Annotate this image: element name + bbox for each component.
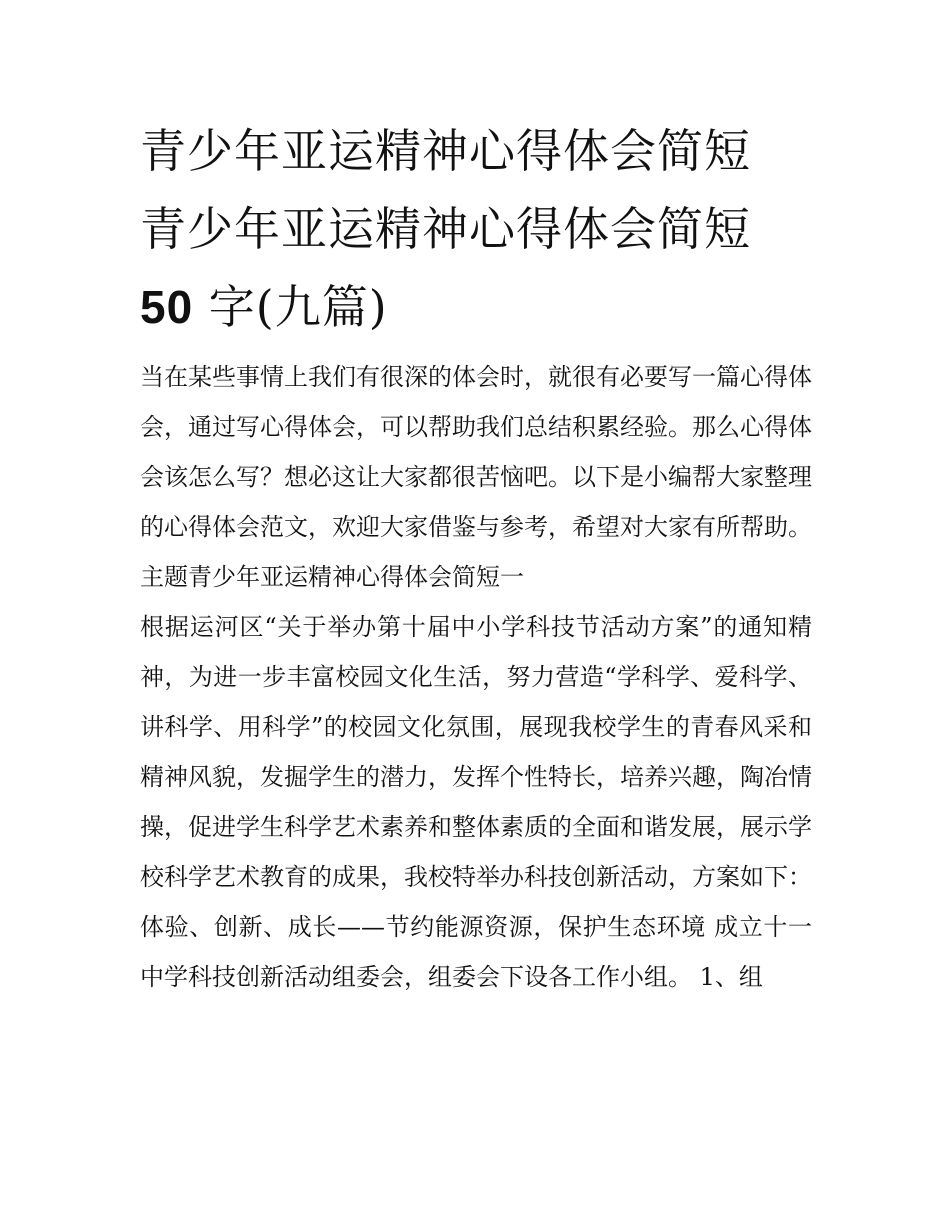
intro-paragraph: 当在某些事情上我们有很深的体会时，就很有必要写一篇心得体会，通过写心得体会，可以帮助我们总结积累经验。那么心得体会该怎么写？想必这让大家都很苦恼吧。以下是小编帮大家整理的心得体会范文，欢迎大家借鉴与参考，希望对大家有所帮助。 <box>140 363 812 541</box>
document-title <box>140 112 812 346</box>
title-number: 50 <box>140 281 194 333</box>
title-line-2: 青少年亚运精神心得体会简短 <box>140 202 751 256</box>
body-paragraph-continued: 体验、创新、成长——节约能源资源，保护生态环境 成立十一中学科技创新活动组委会，组委会下设各工作小组。 1、组 <box>140 913 812 991</box>
title-line-3: 字(九篇) <box>193 280 388 334</box>
document-page <box>140 112 812 1002</box>
title-line-1: 青少年亚运精神心得体会简短 <box>140 124 751 178</box>
body-paragraph: 根据运河区“关于举办第十届中小学科技节活动方案”的通知精神，为进一步丰富校园文化生活，努力营造“学科学、爱科学、讲科学、用科学”的校园文化氛围，展现我校学生的青春风采和精神风貌，发掘学生的潜力，发挥个性特长，培养兴趣，陶冶情操，促进学生科学艺术素养和整体素质的全面和谐发展，展示学校科学艺术教育的成果，我校特举办科技创新活动，方案如下： <box>140 613 812 891</box>
section-heading: 主题青少年亚运精神心得体会简短一 <box>140 563 524 591</box>
